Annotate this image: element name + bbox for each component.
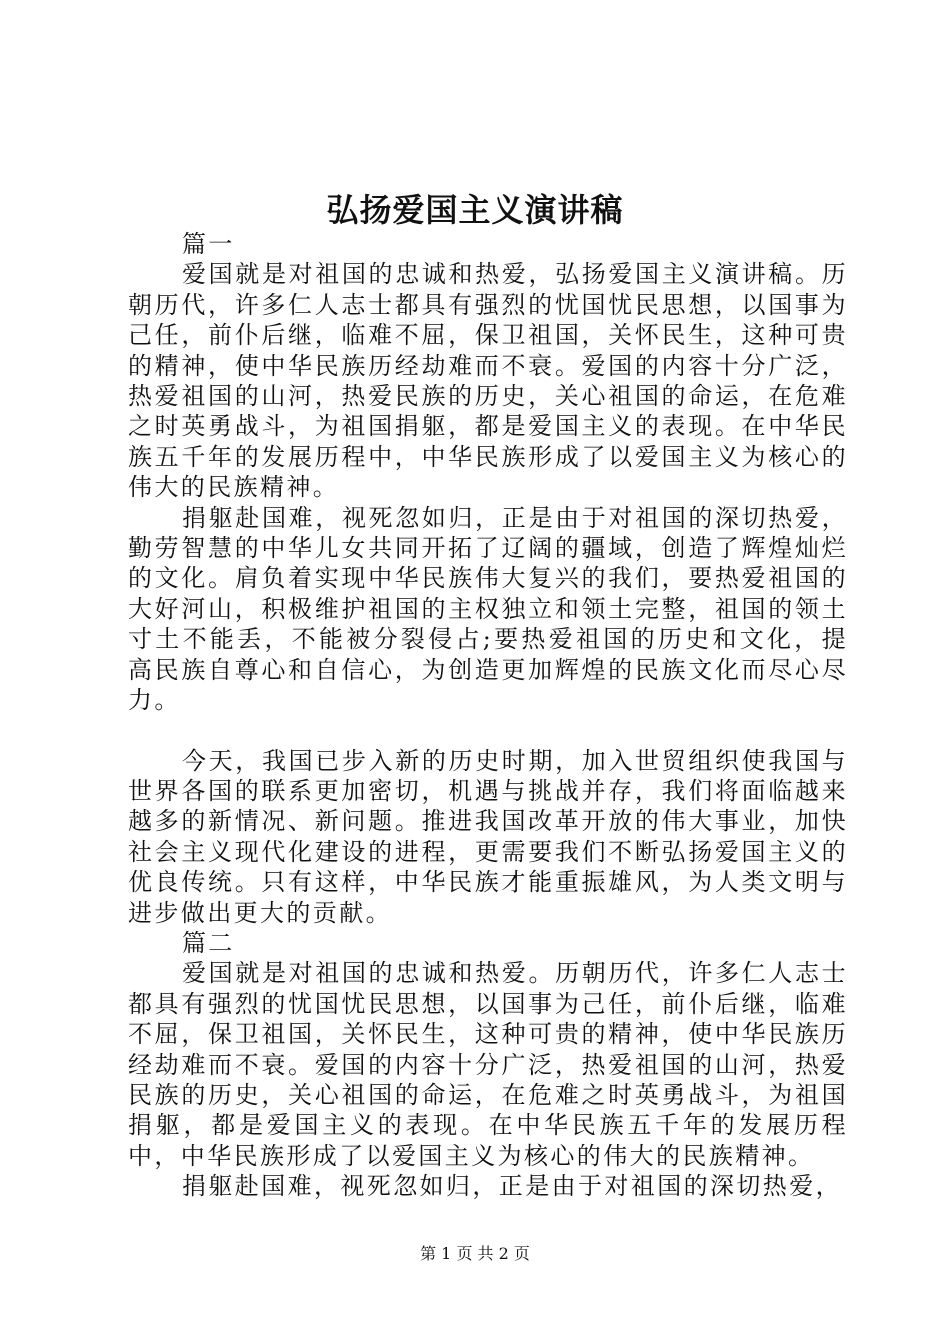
document-title: 弘扬爱国主义演讲稿: [326, 191, 624, 229]
document-body: [128, 229, 848, 1202]
paragraph-3: 今天，我国已步入新的历史时期，加入世贸组织使我国与世界各国的联系更加密切，机遇与挑战并存，我们将面临越来越多的新情况、新问题。推进我国改革开放的伟大事业，加快社会主义现代化建设的进程，更需要我们不断弘扬爱国主义的优良传统。只有这样，中华民族才能重振雄风，为人类文明与进步做出更大的贡献。: [128, 746, 848, 927]
paragraph-5: 捐躯赴国难，视死忽如归，正是由于对祖国的深切热爱，: [182, 1172, 842, 1201]
paragraph-1: 爱国就是对祖国的忠诚和热爱，弘扬爱国主义演讲稿。历朝历代，许多仁人志士都具有强烈的忧国忧民思想，以国事为己任，前仆后继，临难不屈，保卫祖国，关怀民生，这种可贵的精神，使中华民族历经劫难而不衰。爱国的内容十分广泛，热爱祖国的山河，热爱民族的历史，关心祖国的命运，在危难之时英勇战斗，为祖国捐躯，都是爱国主义的表现。在中华民族五千年的发展历程中，中华民族形成了以爱国主义为核心的伟大的民族精神。: [128, 260, 848, 502]
section-heading-2: 篇二: [182, 928, 235, 957]
paragraph-4: 爱国就是对祖国的忠诚和热爱。历朝历代，许多仁人志士都具有强烈的忧国忧民思想，以国事为己任，前仆后继，临难不屈，保卫祖国，关怀民生，这种可贵的精神，使中华民族历经劫难而不衰。爱国的内容十分广泛，热爱祖国的山河，热爱民族的历史，关心祖国的命运，在危难之时英勇战斗，为祖国捐躯，都是爱国主义的表现。在中华民族五千年的发展历程中，中华民族形成了以爱国主义为核心的伟大的民族精神。: [128, 959, 848, 1170]
page-footer: 第 1 页 共 2 页: [420, 1244, 530, 1263]
paragraph-2: 捐躯赴国难，视死忽如归，正是由于对祖国的深切热爱，勤劳智慧的中华儿女共同开拓了辽阔的疆域，创造了辉煌灿烂的文化。肩负着实现中华民族伟大复兴的我们，要热爱祖国的大好河山，积极维护祖国的主权独立和领土完整，祖国的领土寸土不能丢，不能被分裂侵占;要热爱祖国的历史和文化，提高民族自尊心和自信心，为创造更加辉煌的民族文化而尽心尽力。: [128, 503, 848, 715]
section-heading-1: 篇一: [182, 230, 235, 258]
